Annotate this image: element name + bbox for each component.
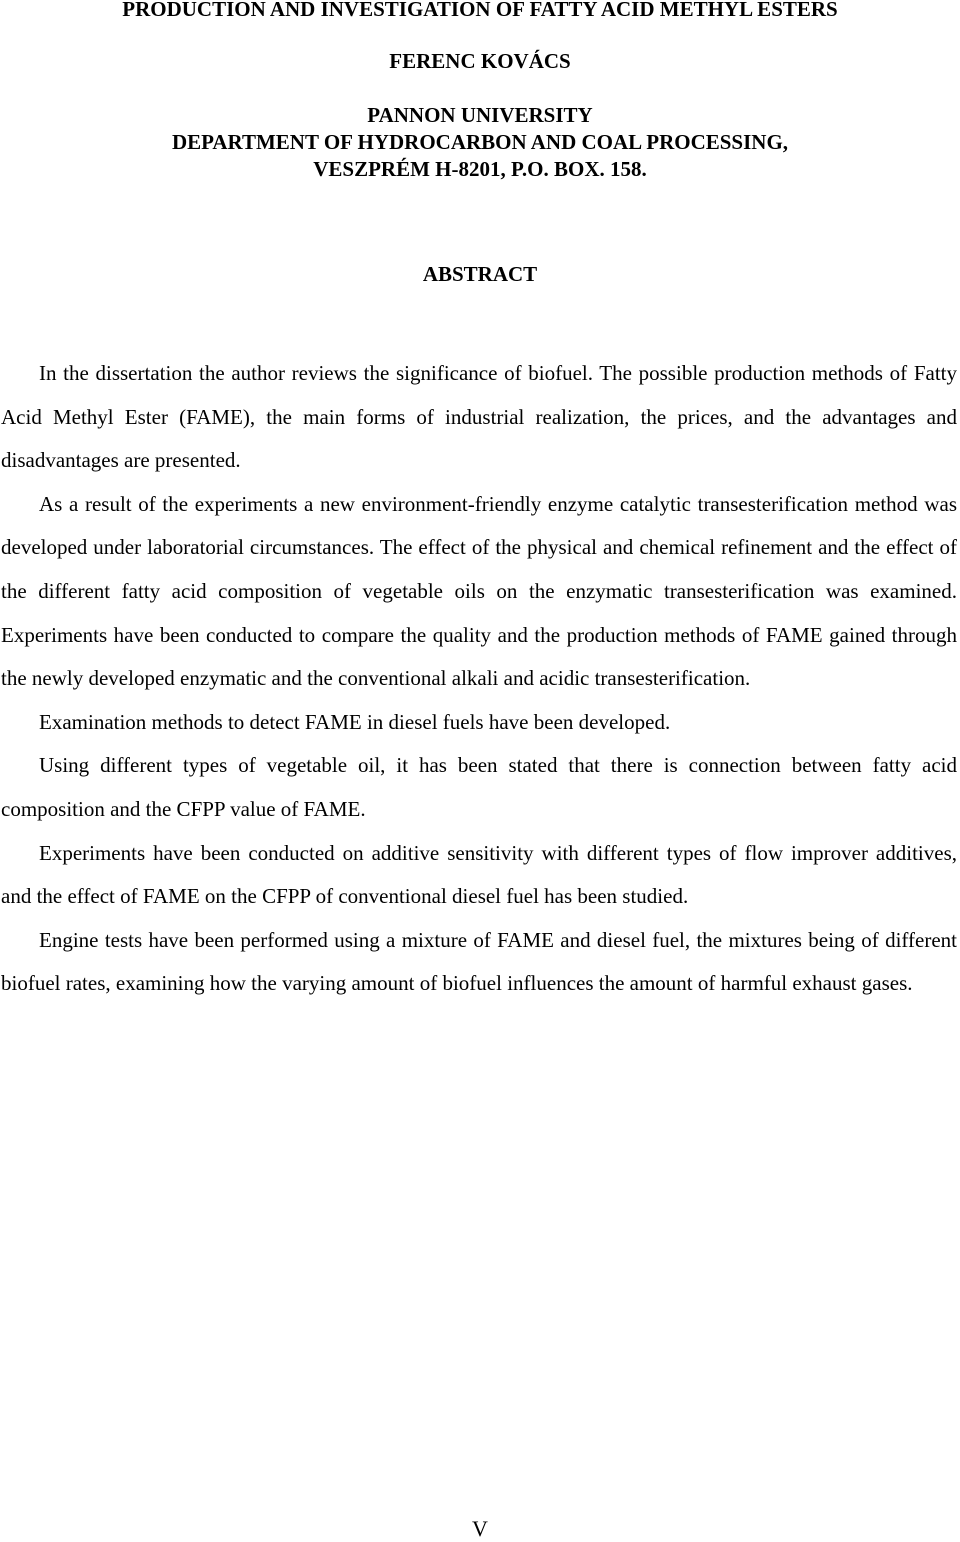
- abstract-paragraph: In the dissertation the author reviews the significance of biofuel. The possible production methods of Fatty Acid Methyl Ester (FAME), the main forms of industrial realization, the prices, and the advantages and disadvantages are presented.: [1, 361, 957, 473]
- abstract-paragraph: Experiments have been conducted on additive sensitivity with different types of flow improver additives, and the effect of FAME on the CFPP of conventional diesel fuel has been studied.: [1, 840, 957, 909]
- abstract-paragraph: As a result of the experiments a new environment-friendly enzyme catalytic transesterification method was developed under laboratorial circumstances. The effect of the physical and chemical refinement and the effect of the different fatty acid composition of vegetable oils on the enzymatic transesterification was examined. Experiments have been conducted to compare the quality and the production methods of FAME gained through the newly developed enzymatic and the conventional alkali and acidic transesterification.: [1, 491, 957, 691]
- postal-address: VESZPRÉM H-8201, P.O. BOX. 158.: [313, 157, 647, 181]
- author-name: FERENC KOVÁCS: [389, 49, 571, 73]
- abstract-heading: ABSTRACT: [422, 262, 538, 286]
- page-number: V: [472, 1516, 488, 1541]
- abstract-paragraph: Examination methods to detect FAME in diesel fuels have been developed.: [39, 709, 671, 734]
- abstract-paragraph: Engine tests have been performed using a mixture of FAME and diesel fuel, the mixtures being of different biofuel rates, examining how the varying amount of biofuel influences the amount of harmful exhaust gases.: [1, 927, 957, 996]
- department-name: DEPARTMENT OF HYDROCARBON AND COAL PROCESSING,: [171, 130, 789, 154]
- document-title: PRODUCTION AND INVESTIGATION OF FATTY ACID METHYL ESTERS: [122, 0, 838, 21]
- abstract-paragraph: Using different types of vegetable oil, it has been stated that there is connection between fatty acid composition and the CFPP value of FAME.: [1, 753, 957, 821]
- university-name: PANNON UNIVERSITY: [367, 103, 593, 127]
- abstract-body: [1, 352, 957, 1006]
